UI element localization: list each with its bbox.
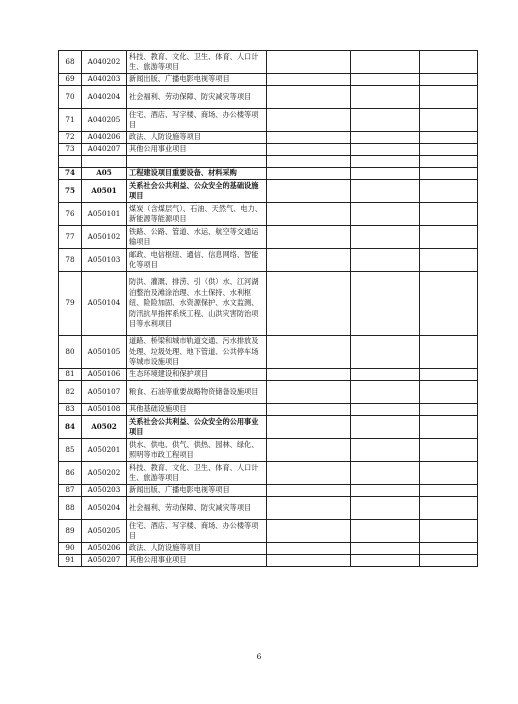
item-name-cell: 防洪、灌溉、排涝、引（供）水、江河湖泊整治及滩涂治理、水土保持、水利枢纽、险险加固、水资源保护、水文监测、防汛抗旱指挥系统工程、山洪灾害防治项目等水利项目 xyxy=(127,272,267,336)
table-row xyxy=(59,51,478,74)
item-name-cell xyxy=(127,156,267,168)
item-name-cell: 其他公用事业项目 xyxy=(127,555,267,567)
blank-cell xyxy=(420,51,478,74)
blank-cell xyxy=(420,249,478,272)
blank-cell xyxy=(420,144,478,156)
table-row xyxy=(59,555,478,567)
blank-cell xyxy=(267,485,351,497)
blank-cell xyxy=(267,144,351,156)
table-row xyxy=(59,462,478,485)
table-row xyxy=(59,520,478,543)
table-row xyxy=(59,180,478,203)
catalog-table-body xyxy=(59,51,478,567)
item-code-cell: A050204 xyxy=(82,497,127,520)
item-name-cell: 政法、人防设施等项目 xyxy=(127,132,267,144)
blank-cell xyxy=(420,416,478,439)
item-code-cell: A050201 xyxy=(82,439,127,462)
blank-cell xyxy=(351,462,420,485)
item-name-cell: 粮食、石油等重要战略物资储备设施项目 xyxy=(127,381,267,404)
blank-cell xyxy=(267,51,351,74)
blank-cell xyxy=(351,381,420,404)
item-name-cell: 道路、桥梁和城市轨道交通、污水排放及处理、垃圾处理、地下管道、公共停车场等城市设施项目 xyxy=(127,336,267,369)
table-row xyxy=(59,381,478,404)
table-row xyxy=(59,272,478,336)
row-number-cell: 91 xyxy=(59,555,82,567)
blank-cell xyxy=(420,272,478,336)
blank-cell xyxy=(267,156,351,168)
item-code-cell: A040205 xyxy=(82,109,127,132)
table-row xyxy=(59,203,478,226)
row-number-cell: 72 xyxy=(59,132,82,144)
blank-cell xyxy=(267,555,351,567)
row-number-cell: 86 xyxy=(59,462,82,485)
item-code-cell: A050105 xyxy=(82,336,127,369)
blank-cell xyxy=(351,203,420,226)
table-row xyxy=(59,439,478,462)
blank-cell xyxy=(420,543,478,555)
table-row xyxy=(59,156,478,168)
blank-cell xyxy=(351,249,420,272)
item-name-cell: 科技、教育、文化、卫生、体育、人口计生、旅游等项目 xyxy=(127,462,267,485)
blank-cell xyxy=(351,168,420,180)
blank-cell xyxy=(267,249,351,272)
item-code-cell: A050101 xyxy=(82,203,127,226)
item-name-cell: 新闻出版、广播电影电视等项目 xyxy=(127,74,267,86)
item-name-cell: 煤炭（含煤层气）、石油、天然气、电力、新能源等能源项目 xyxy=(127,203,267,226)
blank-cell xyxy=(351,144,420,156)
item-name-cell: 住宅、酒店、写字楼、商场、办公楼等项目 xyxy=(127,109,267,132)
blank-cell xyxy=(351,156,420,168)
blank-cell xyxy=(351,416,420,439)
blank-cell xyxy=(351,439,420,462)
item-code-cell: A050108 xyxy=(82,404,127,416)
item-code-cell: A040203 xyxy=(82,74,127,86)
table-row xyxy=(59,416,478,439)
item-name-cell: 关系社会公共利益、公众安全的基础设施项目 xyxy=(127,180,267,203)
blank-cell xyxy=(267,203,351,226)
item-code-cell: A050203 xyxy=(82,485,127,497)
blank-cell xyxy=(267,272,351,336)
row-number-cell: 84 xyxy=(59,416,82,439)
catalog-table xyxy=(58,50,478,567)
row-number-cell: 89 xyxy=(59,520,82,543)
blank-cell xyxy=(351,369,420,381)
blank-cell xyxy=(420,180,478,203)
blank-cell xyxy=(351,51,420,74)
blank-cell xyxy=(351,336,420,369)
item-name-cell: 铁路、公路、管道、水运、航空等交通运输项目 xyxy=(127,226,267,249)
row-number-cell: 75 xyxy=(59,180,82,203)
blank-cell xyxy=(351,74,420,86)
row-number-cell: 90 xyxy=(59,543,82,555)
blank-cell xyxy=(351,520,420,543)
table-row xyxy=(59,404,478,416)
item-code-cell: A040204 xyxy=(82,86,127,109)
item-name-cell: 新闻出版、广播电影电视等项目 xyxy=(127,485,267,497)
table-row xyxy=(59,86,478,109)
row-number-cell: 78 xyxy=(59,249,82,272)
item-code-cell: A050106 xyxy=(82,369,127,381)
row-number-cell: 82 xyxy=(59,381,82,404)
item-code-cell xyxy=(82,156,127,168)
table-row xyxy=(59,109,478,132)
blank-cell xyxy=(267,168,351,180)
item-name-cell: 社会福利、劳动保障、防灾减灾等项目 xyxy=(127,497,267,520)
row-number-cell xyxy=(59,156,82,168)
item-code-cell: A05 xyxy=(82,168,127,180)
item-code-cell: A040202 xyxy=(82,51,127,74)
blank-cell xyxy=(351,226,420,249)
blank-cell xyxy=(420,168,478,180)
blank-cell xyxy=(351,485,420,497)
item-name-cell: 科技、教育、文化、卫生、体育、人口计生、旅游等项目 xyxy=(127,51,267,74)
item-name-cell: 住宅、酒店、写字楼、商场、办公楼等项目 xyxy=(127,520,267,543)
table-row xyxy=(59,249,478,272)
table-row xyxy=(59,144,478,156)
item-name-cell: 工程建设项目重要设备、材料采购 xyxy=(127,168,267,180)
item-name-cell: 关系社会公共利益、公众安全的公用事业项目 xyxy=(127,416,267,439)
table-row xyxy=(59,543,478,555)
blank-cell xyxy=(351,404,420,416)
table-row xyxy=(59,497,478,520)
row-number-cell: 80 xyxy=(59,336,82,369)
page-number: 6 xyxy=(256,652,262,661)
blank-cell xyxy=(420,156,478,168)
blank-cell xyxy=(267,462,351,485)
item-code-cell: A050207 xyxy=(82,555,127,567)
table-row xyxy=(59,485,478,497)
blank-cell xyxy=(267,416,351,439)
blank-cell xyxy=(420,520,478,543)
blank-cell xyxy=(267,336,351,369)
table-row xyxy=(59,168,478,180)
table-row xyxy=(59,226,478,249)
item-name-cell: 其他基础设施项目 xyxy=(127,404,267,416)
row-number-cell: 71 xyxy=(59,109,82,132)
blank-cell xyxy=(420,86,478,109)
blank-cell xyxy=(420,404,478,416)
item-name-cell: 生态环境建设和保护项目 xyxy=(127,369,267,381)
row-number-cell: 73 xyxy=(59,144,82,156)
row-number-cell: 79 xyxy=(59,272,82,336)
blank-cell xyxy=(267,520,351,543)
blank-cell xyxy=(420,336,478,369)
item-code-cell: A050202 xyxy=(82,462,127,485)
item-code-cell: A040207 xyxy=(82,144,127,156)
blank-cell xyxy=(351,180,420,203)
item-name-cell: 供水、供电、供气、供热、园林、绿化、照明等市政工程项目 xyxy=(127,439,267,462)
blank-cell xyxy=(351,497,420,520)
item-code-cell: A050104 xyxy=(82,272,127,336)
table-row xyxy=(59,336,478,369)
row-number-cell: 85 xyxy=(59,439,82,462)
blank-cell xyxy=(420,485,478,497)
row-number-cell: 69 xyxy=(59,74,82,86)
item-code-cell: A040206 xyxy=(82,132,127,144)
item-name-cell: 社会福利、劳动保障、防灾减灾等项目 xyxy=(127,86,267,109)
item-code-cell: A050205 xyxy=(82,520,127,543)
blank-cell xyxy=(420,226,478,249)
blank-cell xyxy=(267,543,351,555)
table-row xyxy=(59,132,478,144)
blank-cell xyxy=(420,497,478,520)
blank-cell xyxy=(420,132,478,144)
row-number-cell: 68 xyxy=(59,51,82,74)
item-code-cell: A050107 xyxy=(82,381,127,404)
row-number-cell: 74 xyxy=(59,168,82,180)
item-code-cell: A0501 xyxy=(82,180,127,203)
item-code-cell: A0502 xyxy=(82,416,127,439)
blank-cell xyxy=(267,497,351,520)
blank-cell xyxy=(351,543,420,555)
item-code-cell: A050206 xyxy=(82,543,127,555)
item-name-cell: 邮政、电信枢纽、通信、信息网络、智能化等项目 xyxy=(127,249,267,272)
blank-cell xyxy=(267,74,351,86)
blank-cell xyxy=(267,439,351,462)
item-name-cell: 其他公用事业项目 xyxy=(127,144,267,156)
blank-cell xyxy=(351,109,420,132)
row-number-cell: 76 xyxy=(59,203,82,226)
row-number-cell: 70 xyxy=(59,86,82,109)
blank-cell xyxy=(420,439,478,462)
row-number-cell: 83 xyxy=(59,404,82,416)
blank-cell xyxy=(420,203,478,226)
blank-cell xyxy=(267,226,351,249)
item-name-cell: 政法、人防设施等项目 xyxy=(127,543,267,555)
blank-cell xyxy=(267,180,351,203)
blank-cell xyxy=(267,86,351,109)
row-number-cell: 77 xyxy=(59,226,82,249)
blank-cell xyxy=(351,132,420,144)
blank-cell xyxy=(420,462,478,485)
blank-cell xyxy=(351,86,420,109)
table-row xyxy=(59,369,478,381)
blank-cell xyxy=(420,369,478,381)
blank-cell xyxy=(420,74,478,86)
blank-cell xyxy=(267,381,351,404)
blank-cell xyxy=(351,555,420,567)
blank-cell xyxy=(267,132,351,144)
item-code-cell: A050102 xyxy=(82,226,127,249)
row-number-cell: 88 xyxy=(59,497,82,520)
blank-cell xyxy=(267,369,351,381)
blank-cell xyxy=(267,109,351,132)
blank-cell xyxy=(420,109,478,132)
row-number-cell: 87 xyxy=(59,485,82,497)
table-row xyxy=(59,74,478,86)
blank-cell xyxy=(267,404,351,416)
blank-cell xyxy=(420,555,478,567)
blank-cell xyxy=(420,381,478,404)
item-code-cell: A050103 xyxy=(82,249,127,272)
row-number-cell: 81 xyxy=(59,369,82,381)
blank-cell xyxy=(351,272,420,336)
